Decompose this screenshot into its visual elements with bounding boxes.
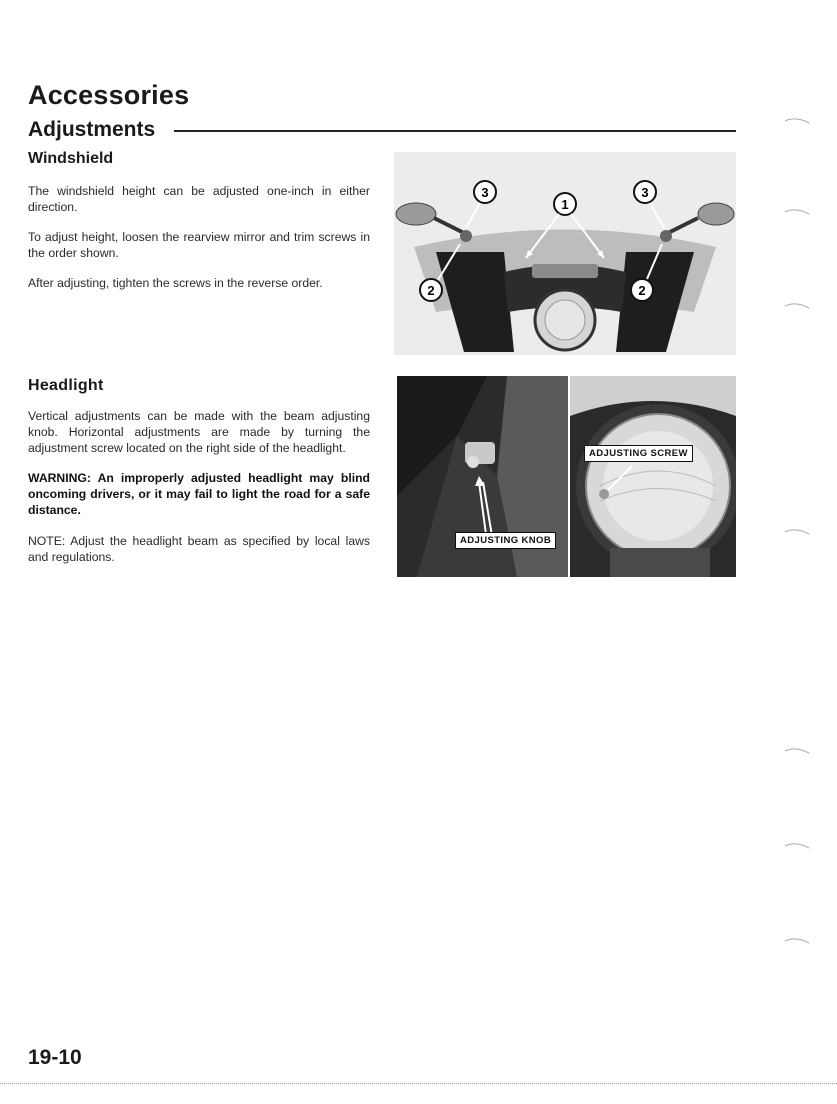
- edge-mark: [784, 745, 810, 755]
- page-number: 19-10: [28, 1046, 82, 1069]
- svg-text:2: 2: [638, 283, 646, 298]
- note-text: NOTE: Adjust the headlight beam as specified by local laws and regulations.: [28, 534, 370, 564]
- edge-mark: [784, 300, 810, 310]
- windshield-paragraph: To adjust height, loosen the rearview mirror and trim screws in the order shown.: [28, 230, 370, 260]
- page-bottom-edge: [0, 1083, 837, 1084]
- section-rule: [174, 130, 736, 132]
- adjusting-screw-label: ADJUSTING SCREW: [584, 445, 693, 462]
- page-title: Accessories: [28, 80, 190, 110]
- warning-text: WARNING: An improperly adjusted headlight may blind oncoming drivers, or it may fail to light the road for a safe distance.: [28, 471, 370, 517]
- edge-mark: [784, 526, 810, 536]
- svg-text:3: 3: [641, 185, 649, 200]
- headlight-heading: Headlight: [28, 377, 104, 394]
- windshield-paragraph: After adjusting, tighten the screws in the reverse order.: [28, 276, 323, 290]
- windshield-heading: Windshield: [28, 150, 114, 167]
- adjusting-screw-photo: [570, 376, 736, 577]
- edge-mark: [784, 206, 810, 216]
- svg-text:3: 3: [481, 185, 489, 200]
- svg-text:1: 1: [561, 197, 569, 212]
- edge-mark: [784, 115, 810, 125]
- adjusting-knob-photo: [397, 376, 568, 577]
- edge-mark: [784, 840, 810, 850]
- svg-text:2: 2: [427, 283, 435, 298]
- windshield-illustration: [394, 152, 736, 355]
- headlight-paragraph: Vertical adjustments can be made with the beam adjusting knob. Horizontal adjustments are made by turning the adjustment screw located on the right side of the headlight.: [28, 409, 370, 455]
- section-title: Adjustments: [28, 118, 156, 141]
- adjusting-knob-label: ADJUSTING KNOB: [455, 532, 556, 549]
- windshield-photo: [394, 152, 736, 355]
- edge-mark: [784, 935, 810, 945]
- adjusting-screw-illustration: [570, 376, 736, 577]
- windshield-paragraph: The windshield height can be adjusted one-inch in either direction.: [28, 184, 370, 214]
